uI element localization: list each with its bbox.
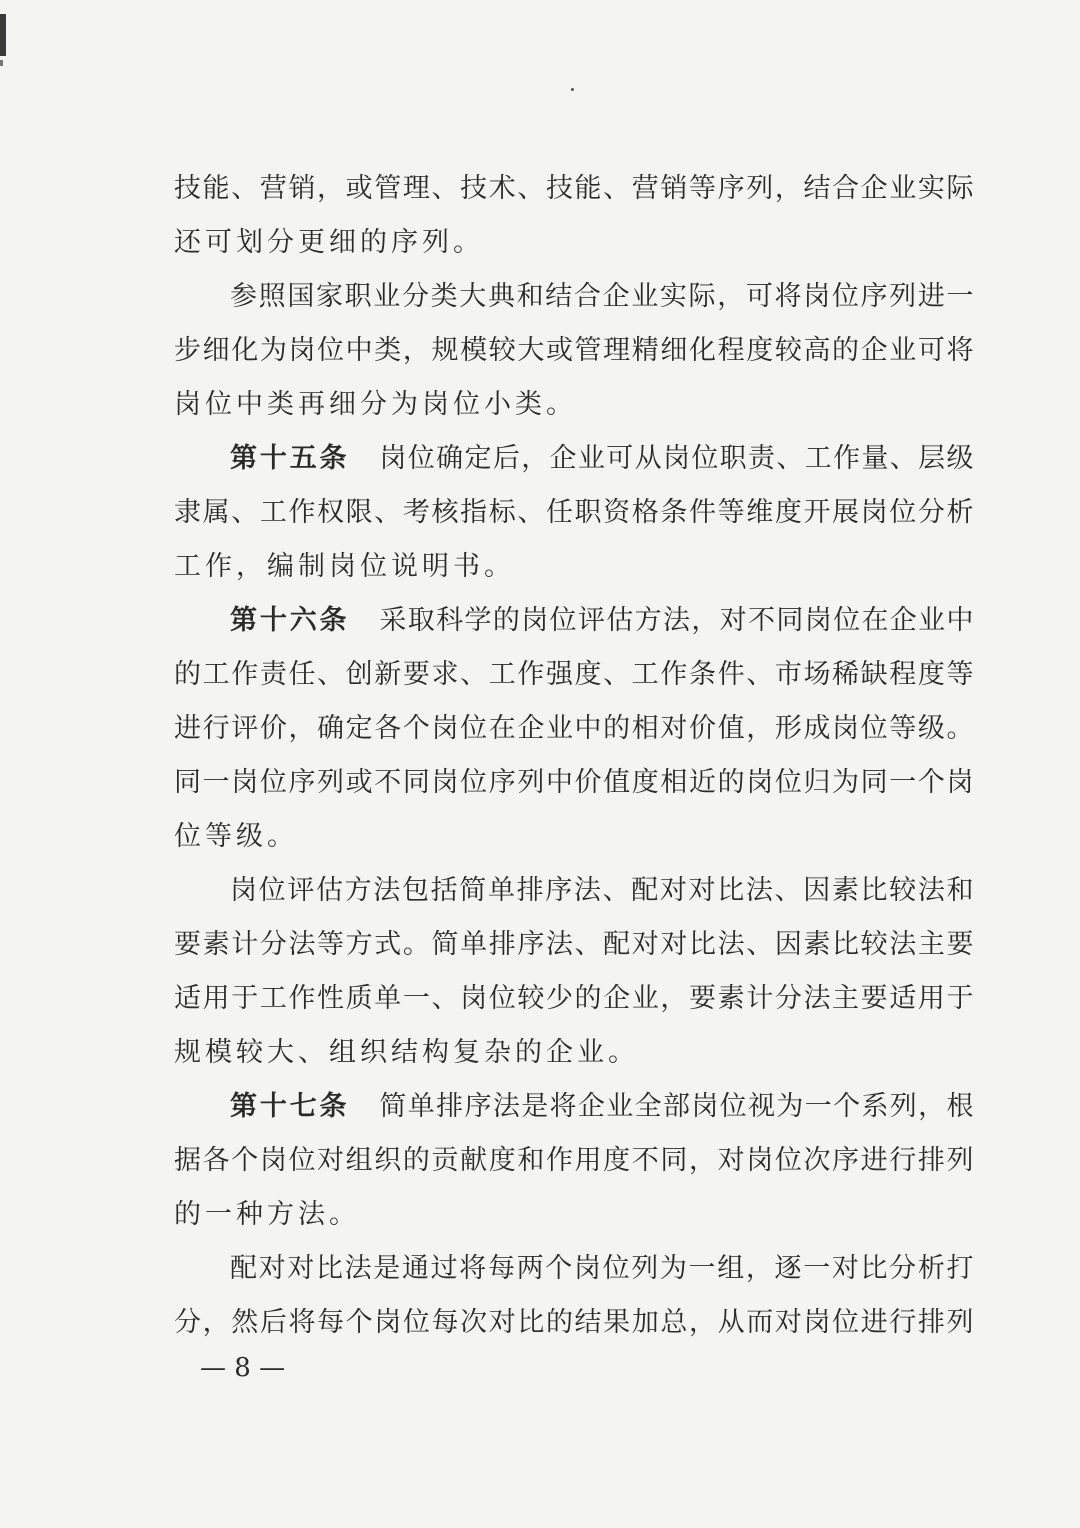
- text-line: 步细化为岗位中类，规模较大或管理精细化程度较高的企业可将: [174, 335, 974, 366]
- text-line: 位等级。: [174, 821, 298, 852]
- page-number: — 8 —: [200, 1353, 286, 1383]
- text-line: 配对对比法是通过将每两个岗位列为一组，逐一对比分析打: [230, 1253, 974, 1284]
- text-line: 的工作责任、创新要求、工作强度、工作条件、市场稀缺程度等: [174, 659, 974, 690]
- article-text: 简单排序法是将企业全部岗位视为一个系列，根: [379, 1091, 975, 1122]
- text-line: 适用于工作性质单一、岗位较少的企业，要素计分法主要适用于: [174, 983, 974, 1014]
- text-line: 的一种方法。: [174, 1199, 360, 1230]
- scan-speck: [571, 88, 574, 91]
- article-heading: 第十七条: [230, 1091, 350, 1122]
- text-line: 要素计分法等方式。简单排序法、配对对比法、因素比较法主要: [174, 929, 974, 960]
- article-heading: 第十五条: [230, 443, 350, 474]
- article-line: [174, 1080, 974, 1134]
- text-line: 还可划分更细的序列。: [174, 227, 484, 258]
- text-line: 岗位中类再细分为岗位小类。: [174, 389, 577, 420]
- text-line: 同一岗位序列或不同岗位序列中价值度相近的岗位归为同一个岗: [174, 767, 974, 798]
- article-text: 采取科学的岗位评估方法，对不同岗位在企业中: [379, 605, 975, 636]
- body-text: [174, 162, 974, 1350]
- text-line: 分，然后将每个岗位每次对比的结果加总，从而对岗位进行排列: [174, 1307, 974, 1338]
- text-line: 规模较大、组织结构复杂的企业。: [174, 1037, 639, 1068]
- article-line: [174, 594, 974, 648]
- text-line: 参照国家职业分类大典和结合企业实际，可将岗位序列进一: [230, 281, 974, 312]
- text-line: 岗位评估方法包括简单排序法、配对对比法、因素比较法和: [230, 875, 974, 906]
- scan-edge-mark-small: [0, 60, 3, 66]
- text-line: 工作，编制岗位说明书。: [174, 551, 515, 582]
- text-line: 隶属、工作权限、考核指标、任职资格条件等维度开展岗位分析: [174, 497, 974, 528]
- article-line: [174, 432, 974, 486]
- text-line: 进行评价，确定各个岗位在企业中的相对价值，形成岗位等级。: [174, 713, 974, 744]
- article-heading: 第十六条: [230, 605, 350, 636]
- text-line: 技能、营销，或管理、技术、技能、营销等序列，结合企业实际: [174, 173, 974, 204]
- text-line: 据各个岗位对组织的贡献度和作用度不同，对岗位次序进行排列: [174, 1145, 974, 1176]
- article-text: 岗位确定后，企业可从岗位职责、工作量、层级: [379, 443, 975, 474]
- scan-edge-mark: [0, 14, 6, 56]
